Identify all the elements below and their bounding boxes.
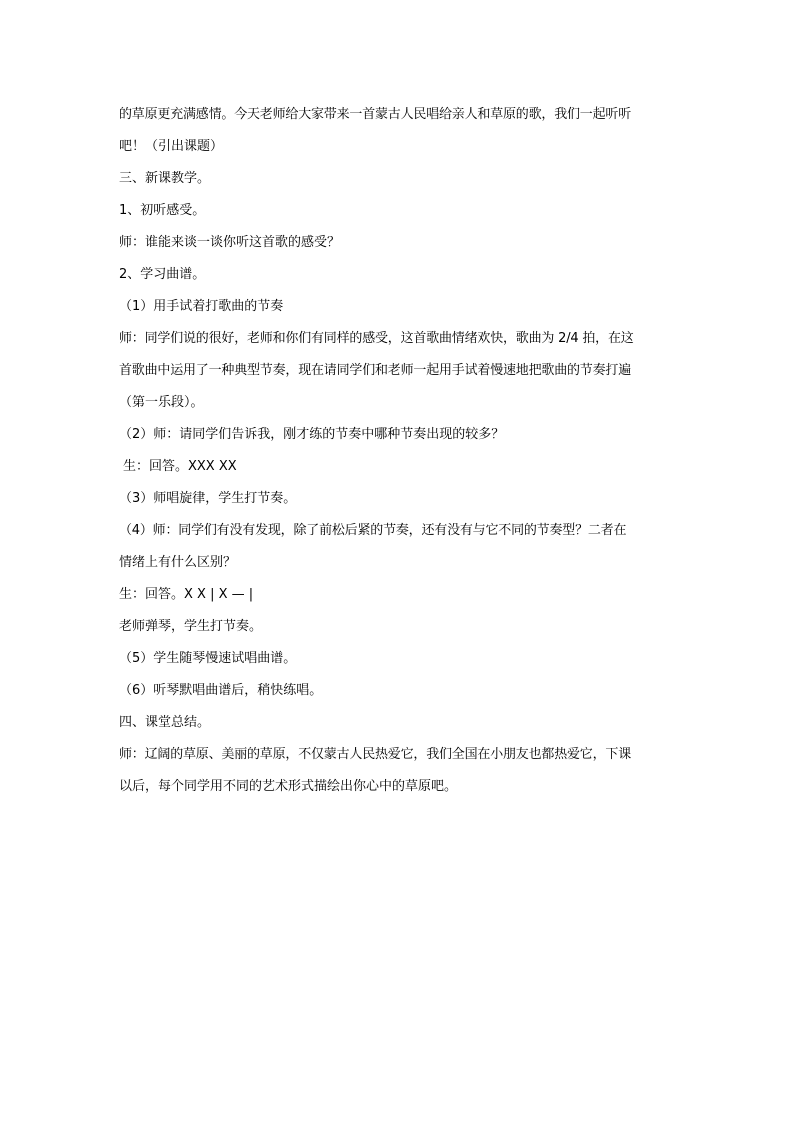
paragraph-line: 吧！（引出课题）	[119, 139, 224, 154]
step-item: （2）师：请同学们告诉我，刚才练的节奏中哪种节奏出现的较多？	[119, 427, 505, 442]
subsection-heading: 1、初听感受。	[119, 203, 206, 218]
document-body	[119, 99, 679, 803]
student-answer-line: 生：回答。XXX XX	[123, 459, 237, 474]
paragraph-line: 老师弹琴，学生打节奏。	[119, 619, 263, 634]
section-heading: 三、新课教学。	[119, 171, 211, 186]
paragraph-line: （第一乐段）。	[119, 395, 204, 410]
step-item: （5）学生随琴慢速试唱曲谱。	[119, 651, 297, 666]
step-item: （1）用手试着打歌曲的节奏	[119, 299, 284, 314]
paragraph-line: 以后，每个同学用不同的艺术形式描绘出你心中的草原吧。	[119, 779, 458, 794]
subsection-heading: 2、学习曲谱。	[119, 267, 206, 282]
section-heading: 四、课堂总结。	[119, 715, 211, 730]
paragraph-line: 首歌曲中运用了一种典型节奏，现在请同学们和老师一起用手试着慢速地把歌曲的节奏打遍	[119, 363, 632, 378]
step-item: （6）听琴默唱曲谱后，稍快练唱。	[119, 683, 323, 698]
step-item: （3）师唱旋律，学生打节奏。	[119, 491, 297, 506]
paragraph-line: 情绪上有什么区别？	[119, 555, 237, 570]
paragraph-line: 师：辽阔的草原、美丽的草原，不仅蒙古人民热爱它，我们全国在小朋友也都热爱它，下课	[119, 747, 632, 762]
paragraph-line: 的草原更充满感情。今天老师给大家带来一首蒙古人民唱给亲人和草原的歌，我们一起听听	[119, 107, 632, 122]
step-item: （4）师：同学们有没有发现，除了前松后紧的节奏，还有没有与它不同的节奏型？二者在	[119, 523, 627, 538]
student-answer-line: 生：回答。X X | X — |	[119, 587, 254, 602]
teacher-question: 师：谁能来谈一谈你听这首歌的感受？	[119, 235, 341, 250]
paragraph-line: 师：同学们说的很好，老师和你们有同样的感受，这首歌曲情绪欢快，歌曲为 2/4 拍，在这	[119, 331, 634, 346]
